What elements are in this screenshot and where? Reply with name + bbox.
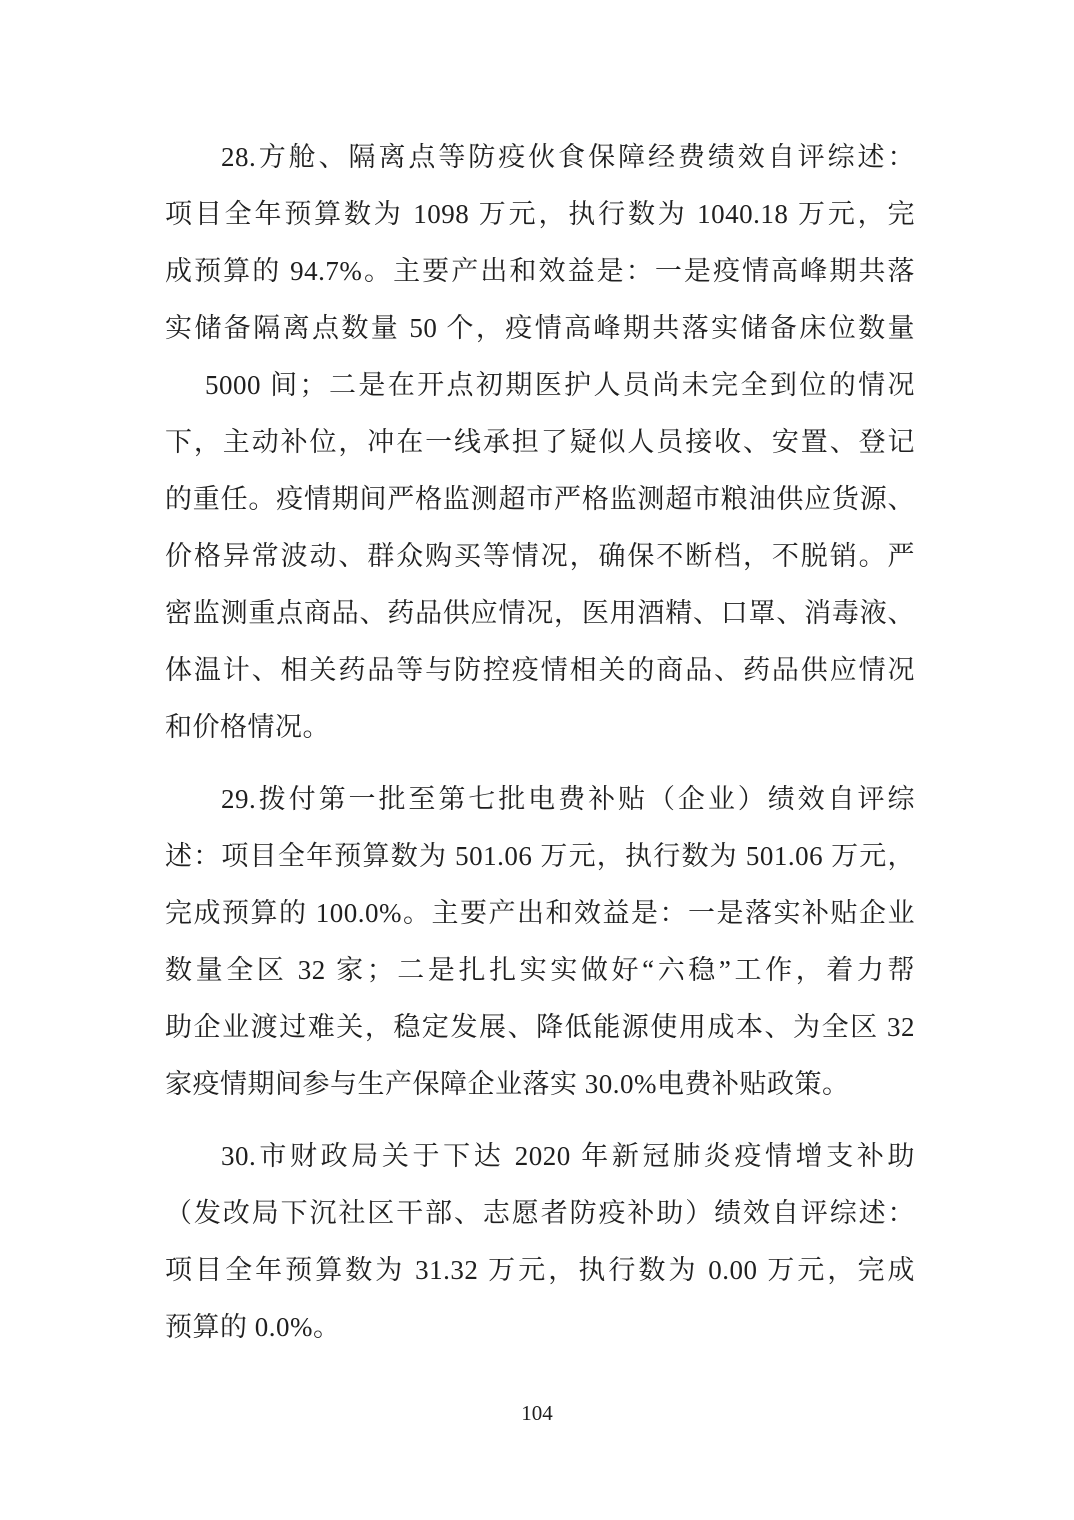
- text-line: 数量全区 32 家；二是扎扎实实做好“六稳”工作，着力帮: [165, 955, 915, 985]
- text-line: （发改局下沉社区干部、志愿者防疫补助）绩效自评综述：: [165, 1198, 915, 1228]
- text-line: 29.拨付第一批至第七批电费补贴（企业）绩效自评综: [221, 784, 915, 814]
- text-line: 的重任。疫情期间严格监测超市严格监测超市粮油供应货源、: [165, 484, 915, 514]
- text-line: 28.方舱、隔离点等防疫伙食保障经费绩效自评综述：: [221, 142, 915, 172]
- text-line: 价格异常波动、群众购买等情况，确保不断档，不脱销。严: [165, 541, 915, 571]
- text-line: 成预算的 94.7%。主要产出和效益是：一是疫情高峰期共落: [165, 256, 915, 286]
- text-line: 实储备隔离点数量 50 个，疫情高峰期共落实储备床位数量: [165, 313, 915, 343]
- page-footer: [0, 1398, 1074, 1428]
- paragraph-item-30: [165, 1128, 915, 1356]
- page-number: 104: [521, 1401, 553, 1425]
- paragraph-item-28: [165, 129, 915, 756]
- text-line: 密监测重点商品、药品供应情况，医用酒精、口罩、消毒液、: [165, 598, 915, 628]
- text-line: 完成预算的 100.0%。主要产出和效益是：一是落实补贴企业: [165, 898, 915, 928]
- text-line: 下，主动补位，冲在一线承担了疑似人员接收、安置、登记: [165, 427, 915, 457]
- text-line: 助企业渡过难关，稳定发展、降低能源使用成本、为全区 32: [165, 1012, 915, 1042]
- text-line: 家疫情期间参与生产保障企业落实 30.0%电费补贴政策。: [165, 1069, 850, 1099]
- text-line: 项目全年预算数为 31.32 万元，执行数为 0.00 万元，完成: [165, 1255, 915, 1285]
- document-body: [165, 129, 915, 1356]
- paragraph-item-29: [165, 771, 915, 1113]
- text-line: 预算的 0.0%。: [165, 1312, 341, 1342]
- text-line: 体温计、相关药品等与防控疫情相关的商品、药品供应情况: [165, 655, 915, 685]
- text-line: 30.市财政局关于下达 2020 年新冠肺炎疫情增支补助: [221, 1141, 915, 1171]
- text-line: 5000 间；二是在开点初期医护人员尚未完全到位的情况: [205, 370, 915, 400]
- text-line: 述：项目全年预算数为 501.06 万元，执行数为 501.06 万元，: [165, 841, 915, 871]
- text-line: 项目全年预算数为 1098 万元，执行数为 1040.18 万元，完: [165, 199, 915, 229]
- text-line: 和价格情况。: [165, 712, 330, 742]
